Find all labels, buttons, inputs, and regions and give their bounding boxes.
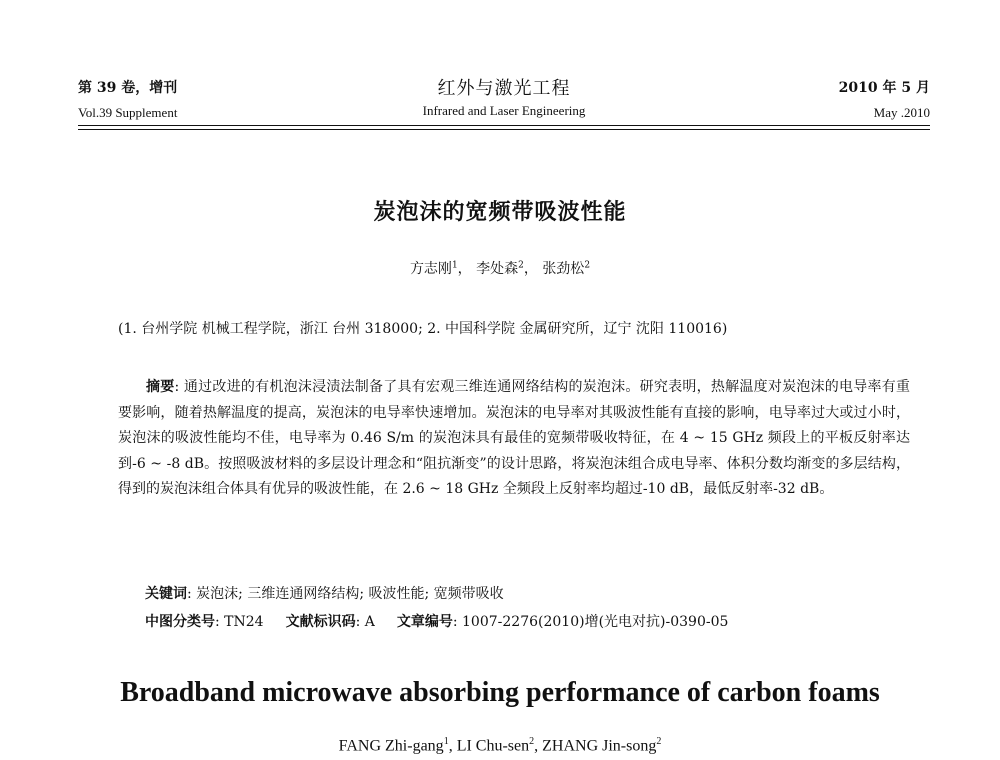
paper-title-cn: 炭泡沫的宽频带吸波性能	[373, 200, 627, 225]
header-date-en: May .2010	[873, 105, 930, 120]
author-separator: ，	[523, 261, 538, 277]
header-rule-top	[78, 125, 930, 126]
abstract-text: 通过改进的有机泡沫浸渍法制备了具有宏观三维连通网络结构的炭泡沫。研究表明，热解温度对炭泡沫的电导率有重要影响，随着热解温度的提高，炭泡沫的电导率快速增加。炭泡沫的电导率对其吸波性能有直接的影响，电导率过大或过小时，炭泡沫的吸波性能均不佳，电导率为 0.46 S/m 的炭泡沫具有最佳的宽频带吸收特征，在 4 ~ 15 GHz 频段上的平板反射率达到-6 ~ -8 dB。按照吸波材料的多层设计理念和“阻抗渐变”的设计思路，将炭泡沫组合成电导率、体积分数均渐变的多层结构，得到的炭泡沫组合体具有优异的吸波性能，在 2.6 ~ 18 GHz 全频段上反射率均超过-10 dB，最低反射率-32 dB。	[118, 379, 911, 497]
keywords-label: 关键词	[145, 586, 187, 602]
author-en: FANG Zhi-gang	[338, 737, 444, 755]
cls-value: : TN24	[215, 614, 264, 630]
author-cn: 方志刚	[409, 261, 452, 277]
author-affil-mark: 1	[451, 260, 458, 271]
author-cn: 李处森	[476, 261, 519, 277]
header-journal-cn: 红外与激光工程	[437, 78, 571, 99]
cls-label: 中图分类号	[145, 614, 215, 630]
header-volume-en: Vol.39 Supplement	[78, 105, 178, 120]
author-affil-mark: 2	[656, 736, 662, 747]
authors-en	[0, 736, 1000, 755]
authors-cn	[0, 258, 1000, 278]
author-cn: 张劲松	[542, 261, 585, 277]
doc-code-value: : A	[355, 614, 375, 630]
paper-title-en: Broadband microwave absorbing performance of carbon foams	[120, 677, 880, 708]
abstract-colon: :	[174, 379, 184, 395]
author-en: ZHANG Jin-song	[542, 737, 657, 755]
header-volume-cn: 第 39 卷，增刊	[78, 80, 178, 96]
abstract-cn	[118, 375, 910, 503]
header-rule-bottom	[78, 129, 930, 130]
author-separator: ,	[448, 737, 457, 755]
affiliation-cn: (1. 台州学院 机械工程学院，浙江 台州 318000; 2. 中国科学院 金属研究所，辽宁 沈阳 110016)	[118, 321, 728, 337]
author-affil-mark: 2	[584, 260, 591, 271]
author-affil-mark: 1	[443, 736, 449, 747]
keywords-colon: :	[187, 586, 197, 602]
author-affil-mark: 2	[529, 736, 535, 747]
author-affil-mark: 2	[518, 260, 524, 271]
author-en: LI Chu-sen	[456, 737, 530, 755]
header-date-cn: 2010 年 5 月	[838, 80, 930, 96]
classification-line	[145, 611, 728, 631]
article-number-label: 文章编号	[396, 614, 453, 630]
header-journal	[78, 78, 930, 120]
header-date	[839, 78, 930, 122]
keywords-text: 炭泡沫; 三维连通网络结构; 吸波性能; 宽频带吸收	[196, 586, 504, 602]
author-separator: ，	[457, 261, 472, 277]
doc-code-label: 文献标识码	[285, 614, 356, 630]
article-number-value: : 1007-2276(2010)增(光电对抗)-0390-05	[452, 614, 729, 630]
keywords-line	[145, 583, 504, 603]
author-separator: ,	[534, 737, 543, 755]
journal-header	[78, 78, 930, 128]
header-journal-en: Infrared and Laser Engineering	[422, 103, 586, 118]
abstract-label: 摘要	[146, 379, 175, 395]
